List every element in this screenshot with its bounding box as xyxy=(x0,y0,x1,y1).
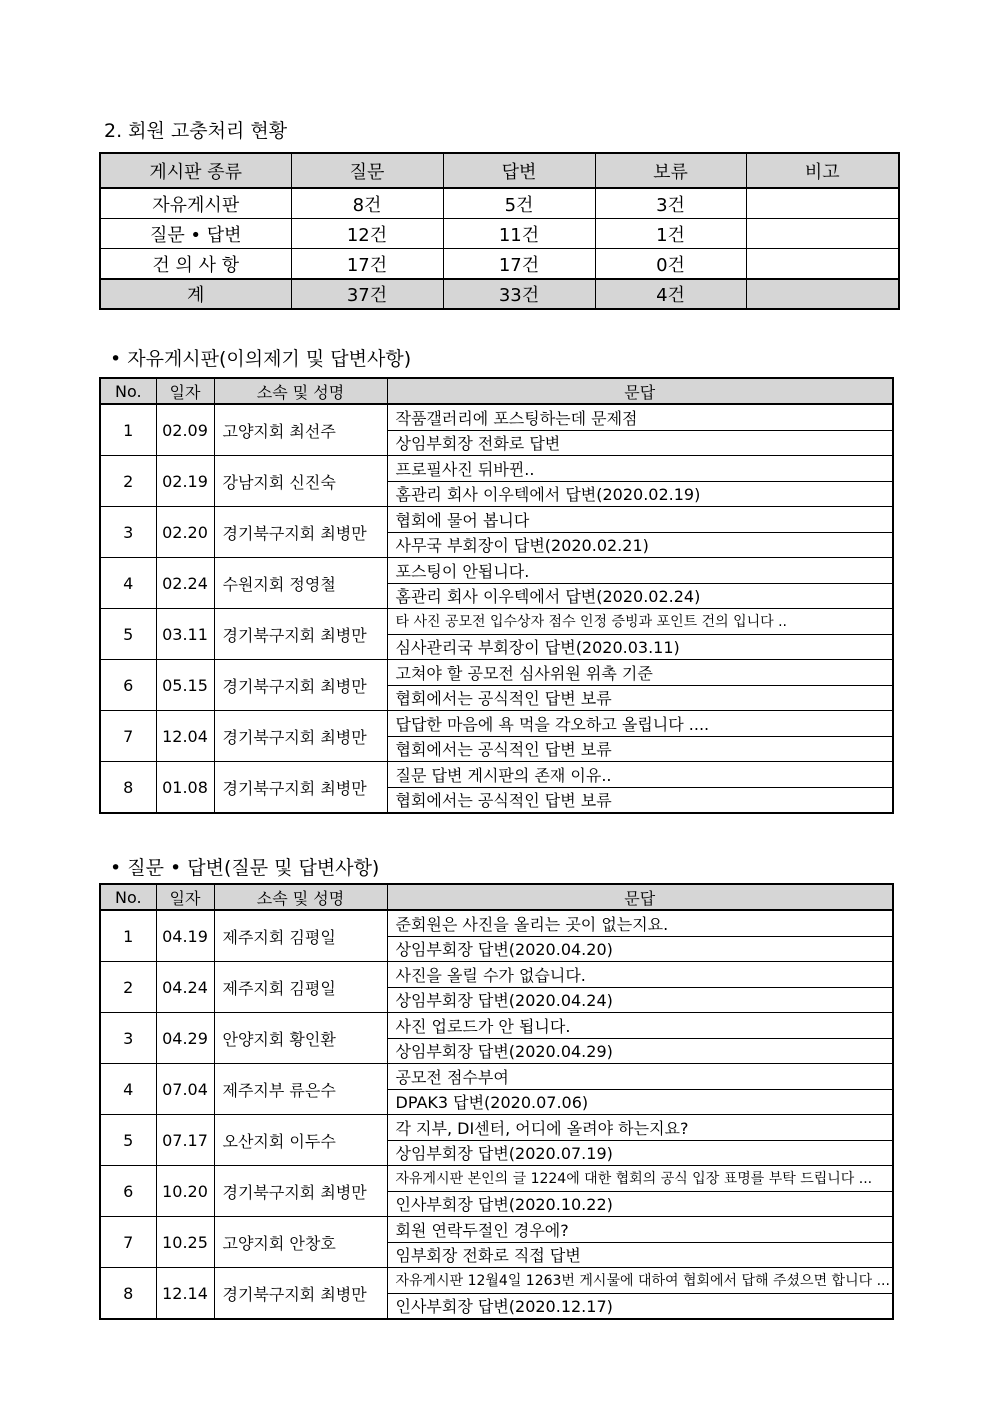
total-answer: 33건 xyxy=(443,279,595,309)
header-qa: 문답 xyxy=(387,378,893,404)
table-row xyxy=(100,1217,893,1243)
table-row xyxy=(100,660,893,686)
note xyxy=(746,249,899,280)
row-number: 4 xyxy=(100,1064,156,1115)
board-type: 건 의 사 항 xyxy=(100,249,291,280)
row-question: 프로필사진 뒤바뀐.. xyxy=(387,456,893,482)
row-question: 공모전 점수부여 xyxy=(387,1064,893,1090)
row-question: 사진을 올릴 수가 없습니다. xyxy=(387,962,893,988)
header-date: 일자 xyxy=(156,884,214,910)
row-question: 자유게시판 12월4일 1263번 게시물에 대하여 협회에서 답해 주셨으면 합니다 ... xyxy=(387,1268,893,1294)
note xyxy=(746,188,899,219)
row-member-name: 경기북구지회 최병만 xyxy=(214,507,387,558)
row-answer: 상임부회장 답변(2020.04.29) xyxy=(387,1038,893,1064)
row-number: 8 xyxy=(100,762,156,814)
row-answer: DPAK3 답변(2020.07.06) xyxy=(387,1089,893,1115)
row-date: 02.09 xyxy=(156,404,214,456)
note xyxy=(746,219,899,249)
row-member-name: 강남지회 신진숙 xyxy=(214,456,387,507)
row-date: 02.24 xyxy=(156,558,214,609)
row-question: 포스팅이 안됩니다. xyxy=(387,558,893,584)
table-row xyxy=(100,910,893,936)
row-member-name: 경기북구지회 최병만 xyxy=(214,1166,387,1217)
row-number: 6 xyxy=(100,1166,156,1217)
row-member-name: 고양지회 최선주 xyxy=(214,404,387,456)
row-date: 07.17 xyxy=(156,1115,214,1166)
row-number: 8 xyxy=(100,1268,156,1320)
question-count: 8건 xyxy=(291,188,443,219)
row-question: 회원 연락두절인 경우에? xyxy=(387,1217,893,1243)
table-row xyxy=(100,1064,893,1090)
header-note: 비고 xyxy=(746,153,899,188)
row-answer: 임부회장 전화로 직접 답변 xyxy=(387,1242,893,1268)
table-row xyxy=(100,1268,893,1294)
row-answer: 사무국 부회장이 답변(2020.02.21) xyxy=(387,532,893,558)
row-date: 10.25 xyxy=(156,1217,214,1268)
complaint-summary-table xyxy=(99,152,900,310)
table-row xyxy=(100,456,893,482)
question-count: 17건 xyxy=(291,249,443,280)
row-question: 사진 업로드가 안 됩니다. xyxy=(387,1013,893,1039)
total-question: 37건 xyxy=(291,279,443,309)
row-member-name: 오산지회 이두수 xyxy=(214,1115,387,1166)
free-board-header-row xyxy=(100,378,893,404)
row-date: 04.19 xyxy=(156,910,214,962)
header-no: No. xyxy=(100,378,156,404)
row-member-name: 경기북구지회 최병만 xyxy=(214,609,387,660)
header-qa: 문답 xyxy=(387,884,893,910)
board-type: 자유게시판 xyxy=(100,188,291,219)
row-question: 각 지부, DI센터, 어디에 올려야 하는지요? xyxy=(387,1115,893,1141)
row-date: 05.15 xyxy=(156,660,214,711)
row-answer: 홈관리 회사 이우텍에서 답변(2020.02.24) xyxy=(387,583,893,609)
table-row xyxy=(100,1013,893,1039)
row-number: 2 xyxy=(100,962,156,1013)
row-number: 7 xyxy=(100,711,156,762)
row-answer: 상임부회장 전화로 답변 xyxy=(387,430,893,456)
qa-board-header-row xyxy=(100,884,893,910)
header-date: 일자 xyxy=(156,378,214,404)
total-note xyxy=(746,279,899,309)
table-row xyxy=(100,558,893,584)
row-question: 타 사진 공모전 입수상자 점수 인정 증빙과 포인트 건의 입니다 .. xyxy=(387,609,893,635)
row-date: 12.14 xyxy=(156,1268,214,1320)
answer-count: 11건 xyxy=(443,219,595,249)
summary-header-row xyxy=(100,153,899,188)
row-date: 01.08 xyxy=(156,762,214,814)
answer-count: 17건 xyxy=(443,249,595,280)
row-number: 1 xyxy=(100,910,156,962)
row-answer: 상임부회장 답변(2020.07.19) xyxy=(387,1140,893,1166)
total-row xyxy=(100,279,899,309)
row-member-name: 경기북구지회 최병만 xyxy=(214,762,387,814)
row-date: 03.11 xyxy=(156,609,214,660)
row-number: 7 xyxy=(100,1217,156,1268)
row-member-name: 안양지회 황인환 xyxy=(214,1013,387,1064)
table-row xyxy=(100,609,893,635)
row-answer: 홈관리 회사 이우텍에서 답변(2020.02.19) xyxy=(387,481,893,507)
table-row xyxy=(100,507,893,533)
row-member-name: 경기북구지회 최병만 xyxy=(214,1268,387,1320)
table-row xyxy=(100,1115,893,1141)
row-number: 1 xyxy=(100,404,156,456)
table-row xyxy=(100,762,893,788)
section-title: 2. 회원 고충처리 현황 xyxy=(104,120,288,142)
row-question: 답답한 마음에 욕 먹을 각오하고 올립니다 .... xyxy=(387,711,893,737)
table-row xyxy=(100,962,893,988)
row-number: 2 xyxy=(100,456,156,507)
row-date: 02.19 xyxy=(156,456,214,507)
row-date: 04.24 xyxy=(156,962,214,1013)
answer-count: 5건 xyxy=(443,188,595,219)
row-question: 협회에 물어 봅니다 xyxy=(387,507,893,533)
row-answer: 상임부회장 답변(2020.04.24) xyxy=(387,987,893,1013)
row-number: 6 xyxy=(100,660,156,711)
row-member-name: 제주지회 김평일 xyxy=(214,962,387,1013)
header-no: No. xyxy=(100,884,156,910)
row-number: 3 xyxy=(100,507,156,558)
row-member-name: 경기북구지회 최병만 xyxy=(214,711,387,762)
table-row xyxy=(100,711,893,737)
row-member-name: 경기북구지회 최병만 xyxy=(214,660,387,711)
board-type: 질문 • 답변 xyxy=(100,219,291,249)
row-number: 3 xyxy=(100,1013,156,1064)
row-answer: 인사부회장 답변(2020.12.17) xyxy=(387,1293,893,1319)
table-row xyxy=(100,1166,893,1192)
row-date: 04.29 xyxy=(156,1013,214,1064)
row-member-name: 제주지부 류은수 xyxy=(214,1064,387,1115)
row-question: 질문 답변 게시판의 존재 이유.. xyxy=(387,762,893,788)
row-question: 작품갤러리에 포스팅하는데 문제점 xyxy=(387,404,893,430)
row-date: 07.04 xyxy=(156,1064,214,1115)
header-name: 소속 및 성명 xyxy=(214,884,387,910)
free-board-title: • 자유게시판(이의제기 및 답변사항) xyxy=(110,348,412,370)
total-pending: 4건 xyxy=(595,279,746,309)
row-question: 고쳐야 할 공모전 심사위원 위촉 기준 xyxy=(387,660,893,686)
row-answer: 협회에서는 공식적인 답변 보류 xyxy=(387,736,893,762)
header-board-type: 게시판 종류 xyxy=(100,153,291,188)
qa-board-table xyxy=(99,883,894,1320)
row-date: 12.04 xyxy=(156,711,214,762)
row-member-name: 수원지회 정영철 xyxy=(214,558,387,609)
row-answer: 상임부회장 답변(2020.04.20) xyxy=(387,936,893,962)
row-number: 5 xyxy=(100,1115,156,1166)
row-answer: 협회에서는 공식적인 답변 보류 xyxy=(387,787,893,813)
row-member-name: 제주지회 김평일 xyxy=(214,910,387,962)
row-question: 준회원은 사진을 올리는 곳이 없는지요. xyxy=(387,910,893,936)
table-row xyxy=(100,219,899,249)
row-question: 자유게시판 본인의 글 1224에 대한 협회의 공식 입장 표명를 부탁 드립니다 ... xyxy=(387,1166,893,1192)
table-row xyxy=(100,249,899,280)
pending-count: 1건 xyxy=(595,219,746,249)
header-answer: 답변 xyxy=(443,153,595,188)
free-board-table xyxy=(99,377,894,814)
row-answer: 심사관리국 부회장이 답변(2020.03.11) xyxy=(387,634,893,660)
question-count: 12건 xyxy=(291,219,443,249)
table-row xyxy=(100,404,893,430)
qa-board-title: • 질문 • 답변(질문 및 답변사항) xyxy=(110,857,380,879)
row-number: 4 xyxy=(100,558,156,609)
table-row xyxy=(100,188,899,219)
row-answer: 협회에서는 공식적인 답변 보류 xyxy=(387,685,893,711)
total-label: 계 xyxy=(100,279,291,309)
header-name: 소속 및 성명 xyxy=(214,378,387,404)
row-answer: 인사부회장 답변(2020.10.22) xyxy=(387,1191,893,1217)
row-member-name: 고양지회 안창호 xyxy=(214,1217,387,1268)
header-question: 질문 xyxy=(291,153,443,188)
pending-count: 3건 xyxy=(595,188,746,219)
row-date: 10.20 xyxy=(156,1166,214,1217)
header-pending: 보류 xyxy=(595,153,746,188)
row-date: 02.20 xyxy=(156,507,214,558)
row-number: 5 xyxy=(100,609,156,660)
pending-count: 0건 xyxy=(595,249,746,280)
